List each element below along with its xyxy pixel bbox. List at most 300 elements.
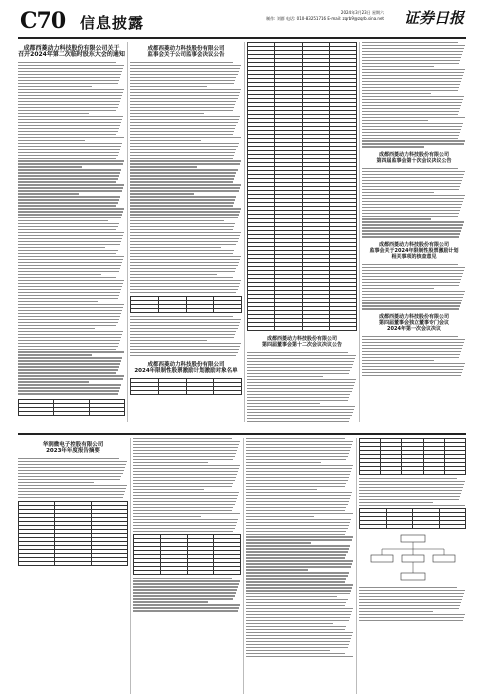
text-line — [130, 131, 234, 132]
text-line — [362, 45, 465, 46]
text-line — [362, 57, 461, 58]
text-line — [359, 484, 464, 485]
column-6 — [133, 438, 241, 694]
text-line — [359, 590, 465, 591]
text-line — [133, 462, 208, 463]
text-line — [18, 319, 119, 320]
text-line — [246, 599, 348, 600]
text-line — [362, 267, 465, 268]
text-line — [246, 545, 350, 546]
text-line — [246, 453, 349, 454]
text-line — [18, 298, 118, 299]
text-line — [362, 207, 461, 208]
text-line — [130, 325, 239, 326]
text-line — [359, 481, 465, 482]
text-line — [359, 617, 464, 618]
text-line — [246, 596, 337, 597]
text-line — [18, 331, 123, 332]
text-line — [246, 462, 321, 463]
text-line — [362, 54, 462, 55]
text-line — [133, 598, 233, 599]
text-line — [133, 465, 240, 466]
text-line — [362, 90, 458, 91]
text-line — [18, 202, 118, 203]
text-line — [133, 468, 239, 469]
text-line — [18, 247, 105, 248]
text-line — [18, 390, 119, 391]
diagram-node — [401, 573, 425, 580]
text-line — [18, 83, 118, 84]
column-8 — [359, 438, 466, 694]
text-line — [130, 259, 240, 260]
text-line — [133, 604, 240, 605]
text-line — [247, 418, 350, 419]
text-line — [247, 400, 348, 401]
text-line — [359, 587, 457, 588]
newspaper-logo: 证券日报 — [403, 9, 464, 27]
text-line — [18, 328, 95, 329]
text-line — [130, 107, 234, 108]
text-line — [362, 354, 460, 355]
text-line — [130, 271, 235, 272]
text-line — [18, 461, 127, 462]
text-line — [133, 450, 237, 451]
text-line — [362, 60, 460, 61]
article-body — [18, 62, 125, 395]
text-line — [362, 224, 463, 225]
text-line — [359, 493, 461, 494]
text-line — [18, 175, 119, 176]
text-line — [18, 354, 92, 355]
text-line — [18, 65, 124, 66]
text-line — [18, 286, 122, 287]
article-body — [359, 587, 466, 621]
headline-line: 监事会关于2024年限制性股票激励计划 — [369, 247, 459, 254]
text-line — [133, 441, 240, 442]
text-line — [130, 349, 239, 350]
text-line — [246, 495, 351, 496]
text-line — [246, 623, 333, 624]
text-line — [362, 105, 461, 106]
section-code: C70 — [20, 8, 66, 34]
text-line — [247, 409, 354, 410]
headline-line: 成都西菱动力科技股份有限公司 — [378, 151, 449, 158]
text-line — [130, 220, 224, 221]
text-line — [362, 140, 465, 141]
text-line — [18, 98, 121, 99]
text-line — [362, 282, 460, 283]
text-line — [246, 593, 350, 594]
text-line — [246, 605, 345, 606]
headline-line: 2024年限制性股票激励计划激励对象名单 — [134, 368, 238, 375]
text-line — [133, 495, 238, 496]
text-line — [18, 467, 125, 468]
text-line — [362, 201, 463, 202]
text-line — [247, 397, 349, 398]
text-line — [359, 505, 465, 506]
text-line — [130, 337, 234, 338]
text-line — [362, 375, 461, 376]
text-line — [362, 227, 462, 228]
text-line — [18, 184, 124, 185]
text-line — [133, 510, 232, 511]
text-line — [246, 498, 350, 499]
text-line — [133, 456, 235, 457]
text-line — [130, 116, 240, 117]
text-line — [246, 489, 317, 490]
text-line — [18, 485, 127, 486]
text-line — [130, 283, 240, 284]
text-line — [18, 375, 124, 376]
text-line — [130, 262, 239, 263]
financial-data-table — [133, 534, 241, 575]
text-line — [133, 498, 237, 499]
text-line — [130, 316, 233, 317]
text-line — [247, 352, 348, 353]
text-line — [130, 232, 241, 233]
text-line — [18, 172, 120, 173]
text-line — [246, 647, 348, 648]
text-line — [130, 163, 240, 164]
text-line — [362, 204, 462, 205]
incentive-recipient-table — [247, 42, 357, 331]
text-line — [18, 259, 123, 260]
column-divider — [243, 438, 244, 694]
equity-structure-diagram — [363, 533, 463, 583]
text-line — [18, 310, 122, 311]
text-line — [362, 129, 461, 130]
text-line — [362, 192, 434, 193]
text-line — [362, 366, 464, 367]
text-line — [130, 71, 239, 72]
table-cell — [275, 327, 302, 331]
text-line — [362, 117, 465, 118]
bond-table — [359, 508, 466, 529]
text-line — [246, 534, 345, 535]
column-divider — [359, 42, 360, 422]
text-line — [362, 291, 465, 292]
text-line — [130, 65, 241, 66]
text-line — [246, 602, 346, 603]
text-line — [133, 489, 204, 490]
text-line — [130, 80, 235, 81]
text-line — [362, 294, 464, 295]
text-line — [133, 444, 239, 445]
text-line — [18, 166, 82, 167]
table-cell — [91, 562, 127, 566]
headline-incentive-opinion — [362, 242, 466, 260]
text-line — [18, 160, 124, 161]
text-line — [359, 593, 464, 594]
text-line — [362, 123, 463, 124]
text-line — [130, 158, 233, 159]
text-line — [246, 632, 353, 633]
headline-line: 成都西菱动力科技股份有限公司 — [266, 336, 337, 342]
text-line — [362, 297, 463, 298]
text-line — [362, 288, 434, 289]
text-line — [18, 205, 116, 206]
text-line — [246, 477, 349, 478]
text-line — [133, 586, 238, 587]
text-line — [130, 205, 233, 206]
text-line — [130, 229, 233, 230]
text-line — [247, 382, 355, 383]
text-line — [246, 614, 351, 615]
diagram-node — [402, 555, 424, 562]
text-line — [246, 581, 345, 582]
text-line — [246, 617, 350, 618]
text-line — [130, 292, 236, 293]
text-line — [362, 72, 464, 73]
text-line — [18, 89, 124, 90]
text-line — [246, 539, 352, 540]
text-line — [18, 497, 123, 498]
section-rule — [18, 433, 466, 435]
text-line — [362, 171, 465, 172]
text-line — [130, 134, 233, 135]
text-line — [246, 480, 348, 481]
text-line — [359, 596, 463, 597]
text-line — [246, 578, 346, 579]
text-line — [18, 95, 122, 96]
text-line — [18, 343, 119, 344]
text-line — [362, 174, 464, 175]
text-line — [18, 196, 120, 197]
text-line — [362, 114, 458, 115]
text-line — [246, 456, 348, 457]
text-line — [247, 367, 352, 368]
text-line — [362, 87, 459, 88]
text-line — [359, 608, 459, 609]
text-line — [362, 168, 458, 169]
text-line — [246, 644, 349, 645]
column-7 — [246, 438, 354, 694]
text-line — [362, 372, 462, 373]
headline-independent-director — [362, 314, 466, 332]
text-line — [18, 241, 121, 242]
headline-line: 监事会关于公司监事会决议公告 — [147, 52, 225, 58]
text-line — [18, 131, 118, 132]
text-line — [130, 256, 241, 257]
text-line — [133, 516, 201, 517]
text-line — [18, 214, 122, 215]
column-divider — [130, 438, 131, 694]
text-line — [246, 611, 352, 612]
headline-line: 2023年年度报告摘要 — [46, 448, 100, 454]
text-line — [362, 63, 459, 64]
text-line — [133, 459, 233, 460]
text-line — [18, 226, 118, 227]
diagram-node — [433, 555, 455, 562]
text-line — [18, 86, 92, 87]
date-line: 2024年3月23日 星期六 — [340, 10, 384, 15]
text-line — [362, 186, 460, 187]
table-cell — [381, 471, 402, 475]
column-4 — [362, 42, 466, 422]
text-line — [362, 177, 463, 178]
text-line — [130, 196, 236, 197]
text-line — [359, 487, 463, 488]
text-line — [18, 491, 125, 492]
text-line — [18, 128, 119, 129]
headline-line: 成都西菱动力科技股份有限公司关于 — [23, 45, 120, 52]
text-line — [18, 110, 116, 111]
text-line — [18, 178, 118, 179]
text-line — [359, 496, 460, 497]
text-line — [18, 316, 120, 317]
diagram-node — [401, 535, 425, 542]
masthead-rule — [18, 37, 466, 39]
text-line — [359, 490, 462, 491]
text-line — [18, 244, 120, 245]
text-line — [18, 92, 123, 93]
article-body — [133, 578, 241, 612]
text-line — [246, 635, 352, 636]
text-line — [130, 193, 194, 194]
text-line — [18, 295, 119, 296]
text-line — [362, 221, 464, 222]
text-line — [130, 169, 238, 170]
text-line — [18, 476, 121, 477]
text-line — [246, 486, 345, 487]
text-line — [246, 459, 346, 460]
text-line — [247, 406, 355, 407]
text-line — [362, 357, 459, 358]
text-line — [133, 501, 236, 502]
text-line — [362, 42, 458, 43]
text-line — [18, 208, 124, 209]
text-line — [130, 181, 233, 182]
text-line — [18, 229, 116, 230]
text-line — [133, 592, 236, 593]
text-line — [18, 334, 122, 335]
column-1 — [18, 42, 125, 422]
text-line — [130, 202, 234, 203]
headline-line: 2024年第一次会议决议 — [387, 325, 441, 332]
text-line — [246, 650, 330, 651]
text-line — [130, 83, 234, 84]
text-line — [246, 444, 352, 445]
text-line — [130, 238, 239, 239]
text-line — [362, 308, 459, 309]
table-cell — [160, 570, 187, 574]
text-line — [246, 626, 346, 627]
column-2 — [130, 42, 242, 422]
text-line — [18, 71, 122, 72]
text-line — [130, 322, 240, 323]
text-line — [18, 74, 121, 75]
text-line — [362, 183, 461, 184]
text-line — [246, 510, 345, 511]
text-line — [18, 155, 118, 156]
text-line — [18, 122, 121, 123]
text-line — [18, 292, 120, 293]
text-line — [18, 211, 123, 212]
text-line — [362, 279, 461, 280]
text-line — [246, 638, 351, 639]
text-line — [362, 360, 434, 361]
text-line — [246, 656, 353, 657]
text-line — [18, 146, 121, 147]
text-line — [362, 132, 460, 133]
text-line — [359, 599, 462, 600]
text-line — [130, 125, 236, 126]
incentive-table — [130, 378, 242, 395]
text-line — [362, 69, 465, 70]
article-body — [362, 168, 466, 238]
text-line — [246, 513, 353, 514]
text-line — [18, 482, 94, 483]
headline-incentive-list — [130, 362, 242, 374]
text-line — [18, 217, 121, 218]
text-line — [18, 479, 120, 480]
text-line — [246, 501, 349, 502]
text-line — [18, 301, 98, 302]
text-line — [18, 262, 122, 263]
text-line — [130, 265, 238, 266]
text-line — [362, 233, 460, 234]
text-line — [18, 289, 121, 290]
text-line — [130, 214, 239, 215]
text-line — [246, 438, 345, 439]
text-line — [18, 250, 118, 251]
text-line — [362, 143, 464, 144]
column-5 — [18, 438, 128, 694]
text-line — [130, 155, 234, 156]
text-line — [130, 140, 201, 141]
text-line — [247, 358, 355, 359]
text-line — [130, 184, 241, 185]
text-line — [362, 273, 463, 274]
text-line — [130, 247, 221, 248]
text-line — [130, 86, 207, 87]
text-line — [18, 458, 119, 459]
text-line — [362, 135, 459, 136]
headline-supervisory-board — [130, 46, 242, 58]
text-line — [246, 468, 352, 469]
text-line — [18, 253, 116, 254]
text-line — [362, 108, 460, 109]
article-body — [362, 42, 466, 148]
text-line — [130, 95, 239, 96]
headline-shareholders-meeting — [18, 46, 125, 58]
text-line — [130, 68, 240, 69]
text-line — [362, 78, 462, 79]
text-line — [362, 270, 464, 271]
text-line — [18, 351, 124, 352]
text-line — [18, 346, 118, 347]
text-line — [18, 134, 116, 135]
text-line — [130, 62, 233, 63]
shareholder-table — [359, 438, 466, 475]
text-line — [130, 166, 197, 167]
text-line — [247, 379, 356, 380]
text-line — [130, 223, 235, 224]
text-line — [246, 608, 353, 609]
text-line — [130, 352, 238, 353]
text-line — [130, 334, 235, 335]
text-line — [18, 337, 121, 338]
text-line — [18, 238, 122, 239]
text-line — [130, 346, 240, 347]
article-body — [362, 264, 466, 310]
article-body — [130, 316, 242, 356]
text-line — [18, 283, 123, 284]
text-line — [247, 388, 353, 389]
text-line — [247, 373, 349, 374]
table-cell — [439, 524, 466, 528]
text-line — [362, 146, 424, 147]
